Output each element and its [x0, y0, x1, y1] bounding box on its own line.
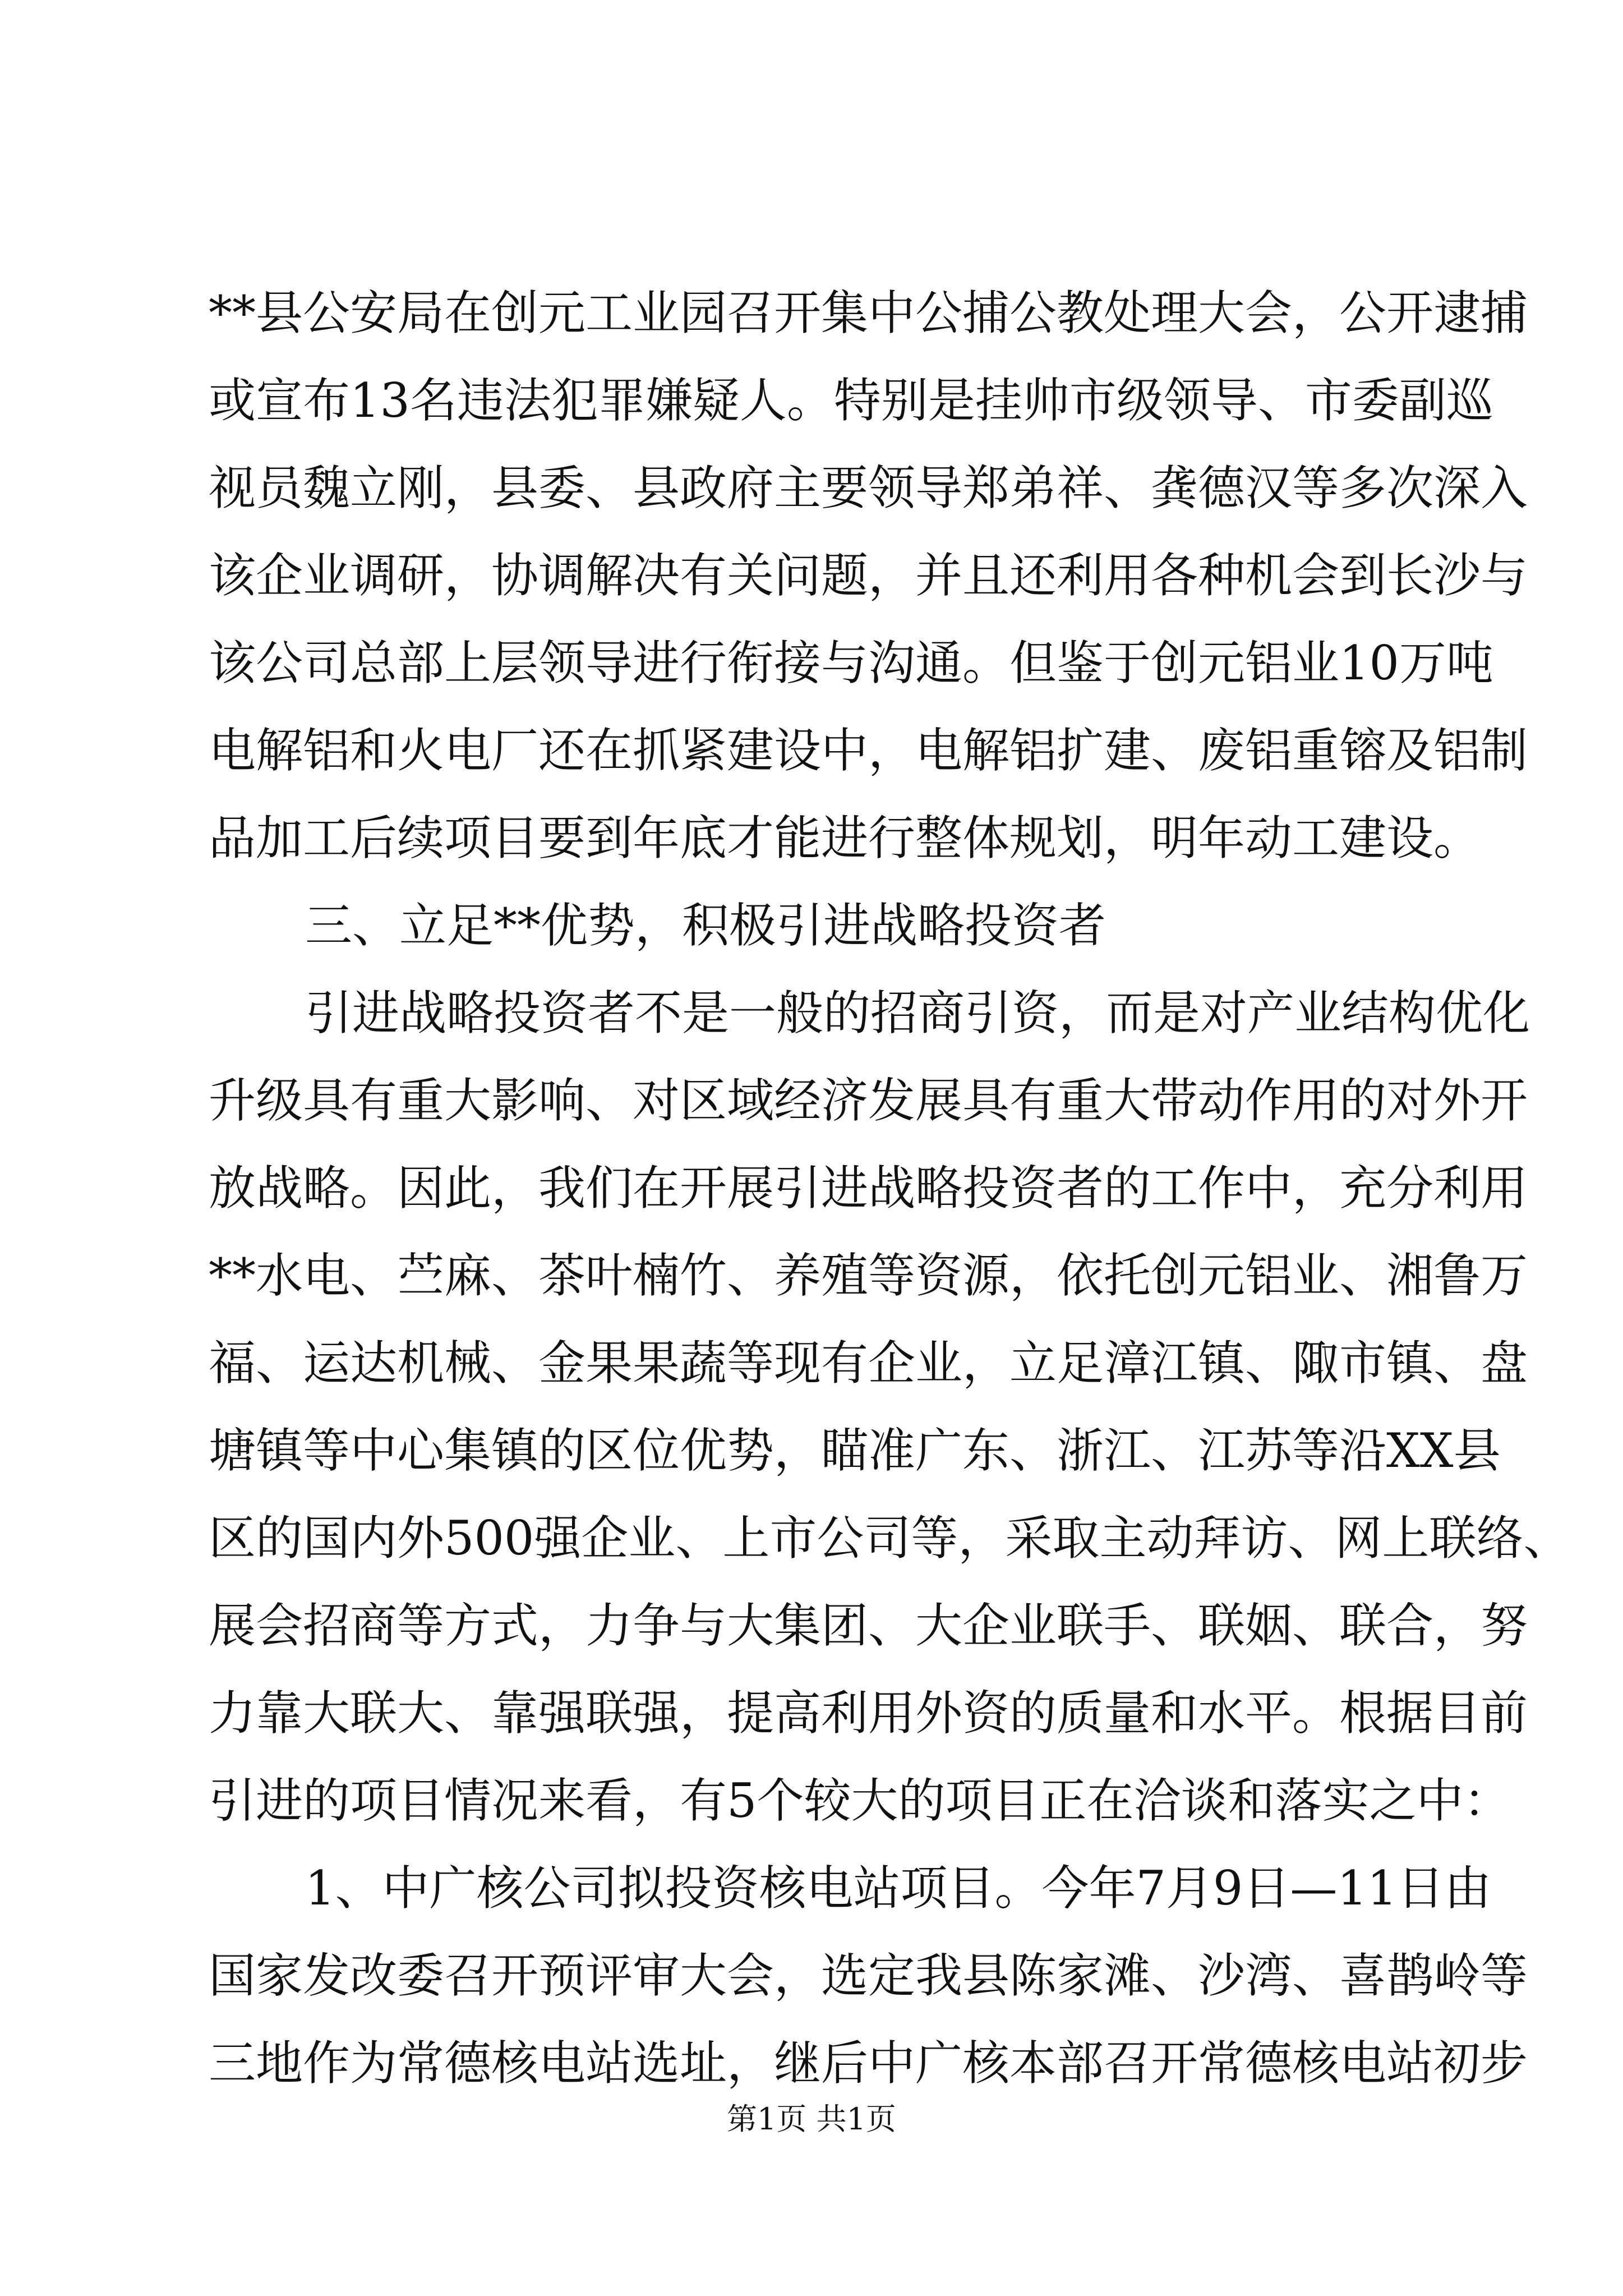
text-line: 引进战略投资者不是一般的招商引资，而是对产业结构优化 [305, 986, 1530, 1041]
text-line: **水电、苎麻、茶叶楠竹、养殖等资源，依托创元铝业、湘鲁万 [209, 1248, 1528, 1303]
text-line: 视员魏立刚，县委、县政府主要领导郑弟祥、龚德汉等多次深入 [209, 461, 1528, 516]
text-line: 三地作为常德核电站选址，继后中广核本部召开常德核电站初步 [209, 2036, 1528, 2091]
section-heading [209, 882, 1426, 969]
paragraph-2 [209, 969, 1571, 1844]
text-line: 塘镇等中心集镇的区位优势，瞄准广东、浙江、江苏等沿XX县 [209, 1423, 1501, 1478]
text-line: 该公司总部上层领导进行衔接与沟通。但鉴于创元铝业10万吨 [209, 636, 1493, 691]
text-line: **县公安局在创元工业园召开集中公捕公教处理大会，公开逮捕 [209, 286, 1528, 341]
paragraph-3 [209, 1844, 1528, 2107]
text-line: 或宣布13名违法犯罪嫌疑人。特别是挂帅市级领导、市委副巡 [209, 373, 1493, 428]
text-line: 展会招商等方式，力争与大集团、大企业联手、联姻、联合，努 [209, 1598, 1528, 1653]
text-line: 该企业调研，协调解决有关问题，并且还利用各种机会到长沙与 [209, 548, 1528, 603]
text-line: 放战略。因此，我们在开展引进战略投资者的工作中，充分利用 [209, 1161, 1528, 1216]
page-footer: 第1页 共1页 [727, 2101, 896, 2137]
text-line: 力靠大联大、靠强联强，提高利用外资的质量和水平。根据目前 [209, 1686, 1528, 1741]
text-line: 电解铝和火电厂还在抓紧建设中，电解铝扩建、废铝重镕及铝制 [209, 723, 1528, 778]
paragraph-1 [209, 269, 1528, 882]
text-line: 1、中广核公司拟投资核电站项目。今年7月9日—11日由 [305, 1861, 1492, 1916]
text-line: 福、运达机械、金果果蔬等现有企业，立足漳江镇、陬市镇、盘 [209, 1336, 1528, 1391]
text-line: 升级具有重大影响、对区域经济发展具有重大带动作用的对外开 [209, 1073, 1528, 1128]
document-body [209, 269, 1571, 2107]
text-line: 引进的项目情况来看，有5个较大的项目正在洽谈和落实之中： [209, 1773, 1511, 1828]
text-line: 国家发改委召开预评审大会，选定我县陈家滩、沙湾、喜鹊岭等 [209, 1948, 1528, 2003]
text-line: 品加工后续项目要到年底才能进行整体规划，明年动工建设。 [209, 811, 1481, 866]
section-heading-text: 三、立足**优势，积极引进战略投资者 [305, 898, 1106, 953]
text-line: 区的国内外500强企业、上市公司等，采取主动拜访、网上联络、 [209, 1511, 1571, 1566]
